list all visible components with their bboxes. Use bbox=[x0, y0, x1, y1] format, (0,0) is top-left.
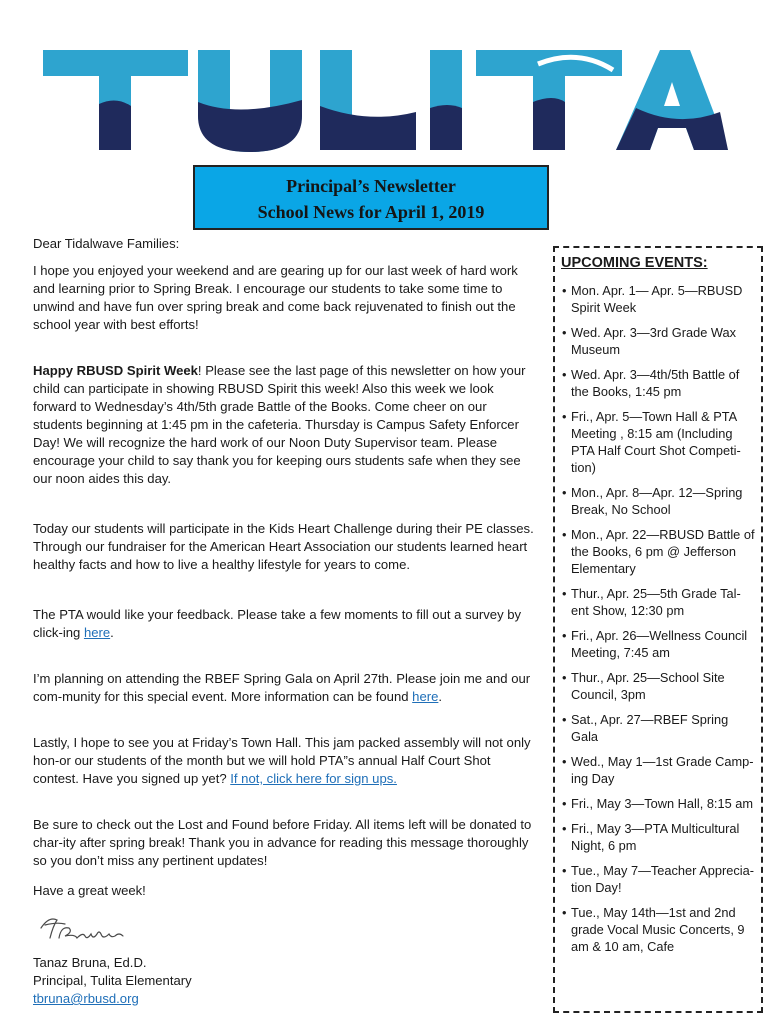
paragraph-lost-found: Be sure to check out the Lost and Found before Friday. All items left will be donated to char-ity after spring break! Thank you in advance for reading this message thoroughly so you don’t miss any pertinent updates! bbox=[33, 817, 532, 868]
pta-survey-text: The PTA would like your feedback. Please take a few moments to fill out a survey by click-ing bbox=[33, 607, 522, 640]
newsletter-subtitle: School News for April 1, 2019 bbox=[257, 202, 485, 222]
event-item: • Mon. Apr. 1— Apr. 5—RBUSD Spirit Week bbox=[561, 282, 757, 316]
town-hall-text: Lastly, I hope to see you at Friday’s Town Hall. This jam packed assembly will not only hon-or our students of the month but we will hold PTA”s annual Half Court Shot contest. Have you signed up yet? bbox=[33, 735, 531, 786]
paragraph-intro: I hope you enjoyed your weekend and are gearing up for our last week of hard work and learning prior to Spring Break. I encourage our students to take some time to unwind and have fun over spring break and come back rejuvenated to finish out the school year with best efforts! bbox=[33, 263, 518, 332]
spirit-week-heading: Happy RBUSD Spirit Week bbox=[33, 363, 198, 378]
event-item: • Fri., Apr. 26—Wellness Council Meeting, 7:45 am bbox=[561, 627, 757, 661]
event-item: • Fri., May 3—Town Hall, 8:15 am bbox=[561, 795, 757, 812]
principal-letter bbox=[33, 235, 538, 1008]
sign-up-link[interactable]: If not, click here for sign ups. bbox=[230, 771, 397, 786]
event-item: • Tue., May 14th—1st and 2nd grade Vocal Music Concerts, 9 am & 10 am, Cafe bbox=[561, 904, 757, 955]
paragraph-spirit-week bbox=[33, 362, 538, 488]
event-item: • Fri., Apr. 5—Town Hall & PTA Meeting , 8:15 am (Including PTA Half Court Shot Competi-tion) bbox=[561, 408, 757, 476]
salutation: Dear Tidalwave Families: bbox=[33, 236, 180, 251]
spring-gala-end: . bbox=[438, 689, 443, 704]
principal-email-row bbox=[33, 990, 538, 1008]
spring-gala-link[interactable]: here bbox=[412, 689, 439, 704]
event-item: • Thur., Apr. 25—School Site Council, 3pm bbox=[561, 669, 757, 703]
event-item: • Wed. Apr. 3—4th/5th Battle of the Books, 1:45 pm bbox=[561, 366, 757, 400]
paragraph-pta-survey bbox=[33, 606, 538, 642]
newsletter-title-box bbox=[193, 165, 549, 230]
principal-email-link[interactable]: tbruna@rbusd.org bbox=[33, 991, 139, 1006]
event-item: • Mon., Apr. 8—Apr. 12—Spring Break, No School bbox=[561, 484, 757, 518]
principal-role: Principal, Tulita Elementary bbox=[33, 973, 192, 988]
paragraph-spring-gala bbox=[33, 670, 538, 706]
closing-line: Have a great week! bbox=[33, 883, 146, 898]
event-item: • Sat., Apr. 27—RBEF Spring Gala bbox=[561, 711, 757, 745]
event-item: • Fri., May 3—PTA Multicultural Night, 6 pm bbox=[561, 820, 757, 854]
event-item: • Wed., May 1—1st Grade Camp-ing Day bbox=[561, 753, 757, 787]
pta-survey-end: . bbox=[110, 625, 114, 640]
event-item: • Wed. Apr. 3—3rd Grade Wax Museum bbox=[561, 324, 757, 358]
newsletter-title: Principal’s Newsletter bbox=[286, 176, 456, 196]
event-item: • Tue., May 7—Teacher Apprecia-tion Day! bbox=[561, 862, 757, 896]
event-item: • Mon., Apr. 22—RBUSD Battle of the Books, 6 pm @ Jefferson Elementary bbox=[561, 526, 757, 577]
spring-gala-text: I’m planning on attending the RBEF Spring Gala on April 27th. Please join me and our com-munity for this special event. More information can be found bbox=[33, 671, 531, 704]
pta-survey-link[interactable]: here bbox=[83, 625, 111, 640]
events-heading: UPCOMING EVENTS: bbox=[561, 255, 708, 271]
paragraph-heart-challenge: Today our students will participate in the Kids Heart Challenge during their PE classes. Through our fundraiser for the American Heart Association our students learned heart healthy facts and how to live a healthy lifestyle for years to come. bbox=[33, 521, 534, 572]
principal-name: Tanaz Bruna, Ed.D. bbox=[33, 955, 147, 970]
paragraph-town-hall bbox=[33, 734, 538, 788]
event-item: • Thur., Apr. 25—5th Grade Tal-ent Show, 12:30 pm bbox=[561, 585, 757, 619]
upcoming-events-box bbox=[553, 246, 763, 1013]
spirit-week-text: ! Please see the last page of this newsletter on how your child can participate in showing RBUSD Spirit this week! Also this week we look forward to Wednesday’s 4th/5th grade Battle of the Books. Come cheer on our students beginning at 1:45 pm in the cafeteria. Thursday is Campus Safety Enforcer Day! We will recognize the hard work of our Noon Duty Supervisor team. Please encourage your child to say thank you for keeping ours students safe when they see our noon aides this day. bbox=[33, 363, 526, 486]
school-logo bbox=[38, 42, 728, 156]
principal-signature bbox=[35, 912, 130, 946]
event-list bbox=[561, 282, 757, 955]
